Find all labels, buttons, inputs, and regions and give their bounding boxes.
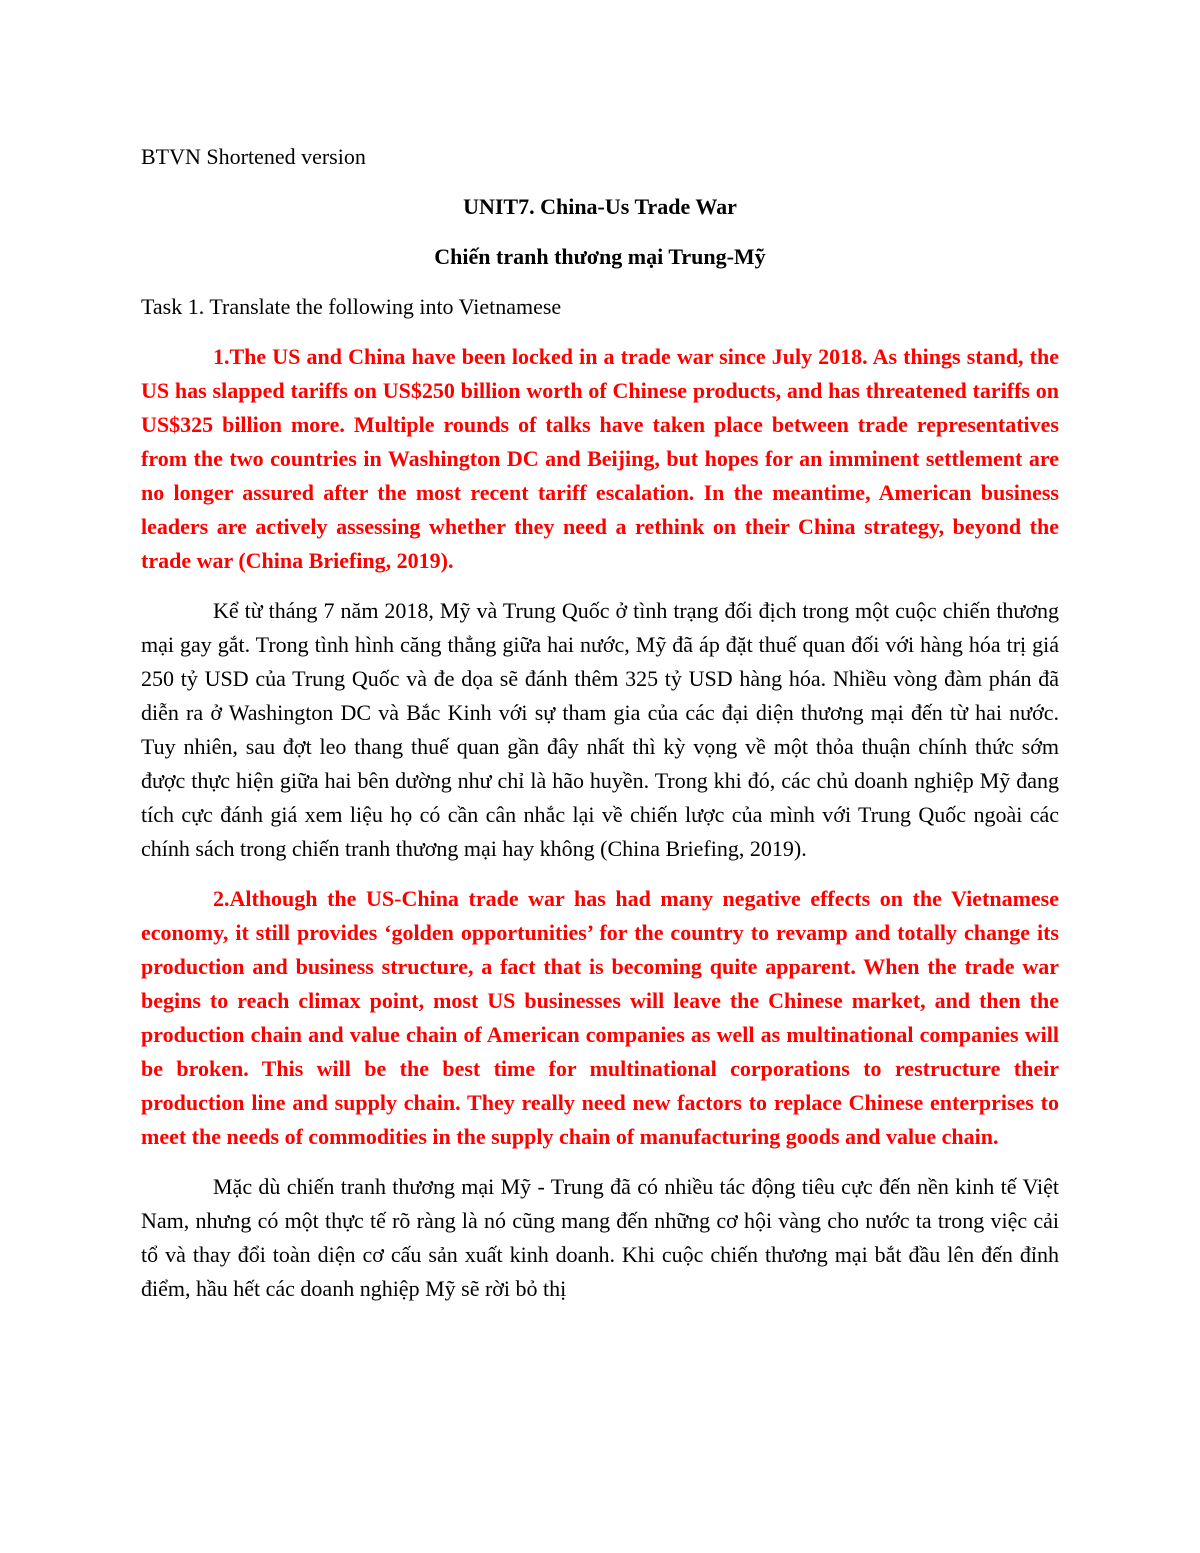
document-header: BTVN Shortened version <box>141 144 366 169</box>
passage-1-english: 1.The US and China have been locked in a trade war since July 2018. As things stand, the US has slapped tariffs on US$250 billion worth of Chinese products, and has threatened tariffs on US$325 billion more. Multiple rounds of talks have taken place between trade representatives from the two countries in Washington DC and Beijing, but hopes for an imminent settlement are no longer assured after the most recent tariff escalation. In the meantime, American business leaders are actively assessing whether they need a rethink on their China strategy, beyond the trade war (China Briefing, 2019). <box>141 344 1059 573</box>
document-body <box>141 140 1059 1306</box>
unit-title: UNIT7. China-Us Trade War <box>463 194 737 219</box>
passage-1-vietnamese: Kể từ tháng 7 năm 2018, Mỹ và Trung Quốc ở tình trạng đối địch trong một cuộc chiến thương mại gay gắt. Trong tình hình căng thẳng giữa hai nước, Mỹ đã áp đặt thuế quan đối với hàng hóa trị giá 250 tỷ USD của Trung Quốc và đe dọa sẽ đánh thêm 325 tỷ USD hàng hóa. Nhiều vòng đàm phán đã diễn ra ở Washington DC và Bắc Kinh với sự tham gia của các đại diện thương mại đến từ hai nước. Tuy nhiên, sau đợt leo thang thuế quan gần đây nhất thì kỳ vọng về một thỏa thuận chính thức sớm được thực hiện giữa hai bên dường như chỉ là hão huyền. Trong khi đó, các chủ doanh nghiệp Mỹ đang tích cực đánh giá xem liệu họ có cần cân nhắc lại về chiến lược của mình với Trung Quốc ngoài các chính sách trong chiến tranh thương mại hay không (China Briefing, 2019). <box>141 598 1059 861</box>
passage-2-vietnamese: Mặc dù chiến tranh thương mại Mỹ - Trung đã có nhiều tác động tiêu cực đến nền kinh tế Việt Nam, nhưng có một thực tế rõ ràng là nó cũng mang đến những cơ hội vàng cho nước ta trong việc cải tổ và thay đổi toàn diện cơ cấu sản xuất kinh doanh. Khi cuộc chiến thương mại bắt đầu lên đến đỉnh điểm, hầu hết các doanh nghiệp Mỹ sẽ rời bỏ thị <box>141 1174 1059 1301</box>
task-instruction: Task 1. Translate the following into Vietnamese <box>141 294 562 319</box>
unit-subtitle: Chiến tranh thương mại Trung-Mỹ <box>434 244 766 269</box>
passage-2-english: 2.Although the US-China trade war has had many negative effects on the Vietnamese economy, it still provides ‘golden opportunities’ for the country to revamp and totally change its production and business structure, a fact that is becoming quite apparent. When the trade war begins to reach climax point, most US businesses will leave the Chinese market, and then the production chain and value chain of American companies as well as multinational companies will be broken. This will be the best time for multinational corporations to restructure their production line and supply chain. They really need new factors to replace Chinese enterprises to meet the needs of commodities in the supply chain of manufacturing goods and value chain. <box>141 886 1059 1149</box>
